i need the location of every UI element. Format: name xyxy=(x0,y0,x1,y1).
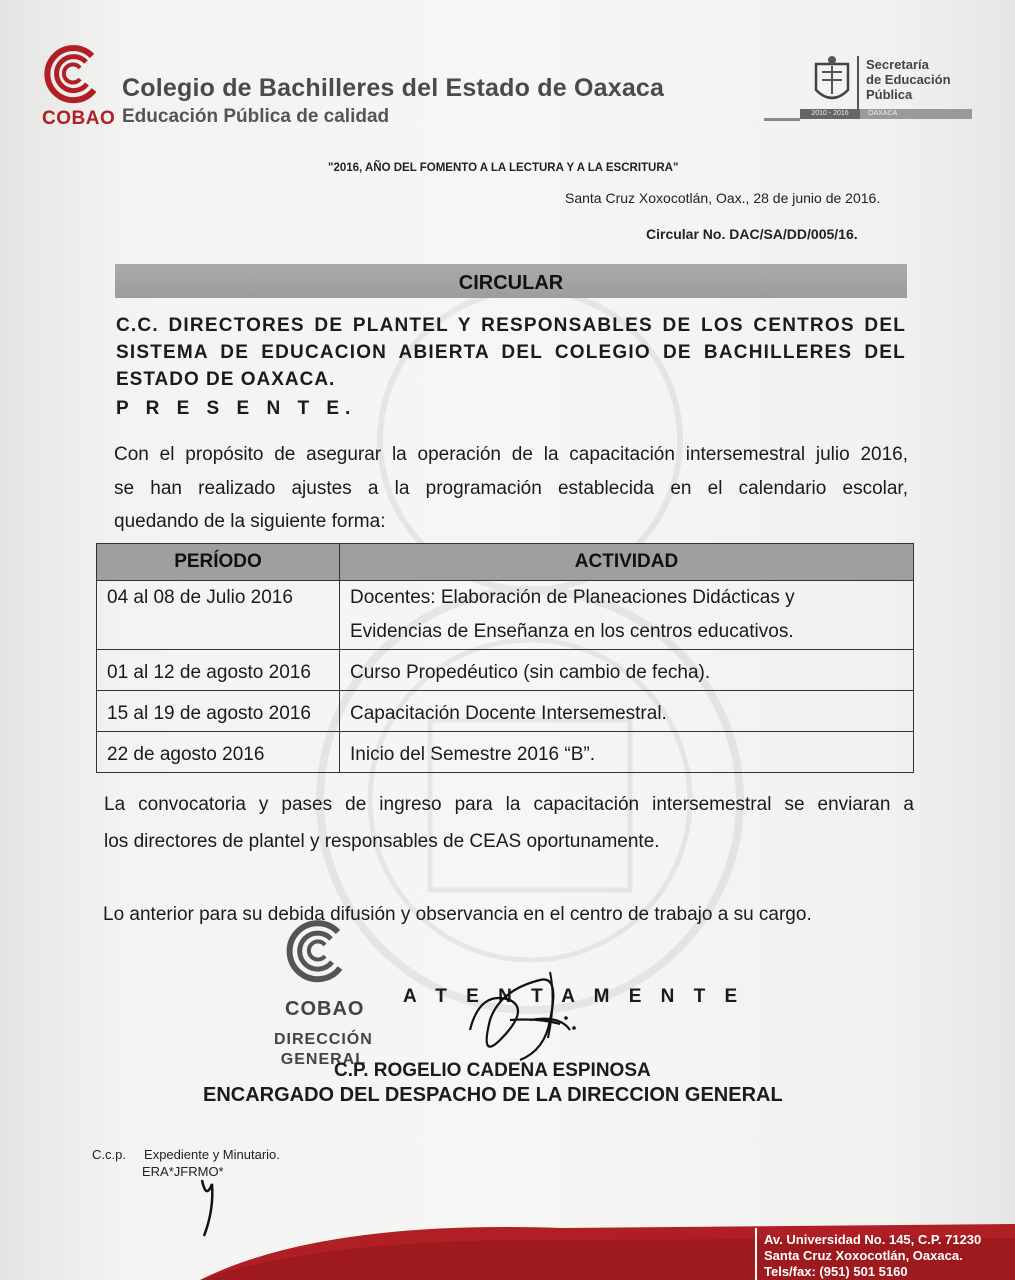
cobao-stamp-icon xyxy=(282,916,352,986)
notice-line: los directores de plantel y responsables de CEAS oportunamente. xyxy=(104,831,660,852)
salutation: A T E N T A M E N T E xyxy=(403,986,745,1007)
table-row xyxy=(97,581,914,650)
handwritten-signature xyxy=(450,960,600,1080)
place-date: Santa Cruz Xoxocotlán, Oax., 28 de junio de 2016. xyxy=(565,190,881,206)
closing-line: Lo anterior para su debida difusión y observancia en el centro de trabajo a su cargo. xyxy=(103,904,812,925)
activity-cell: Curso Propedéutico (sin cambio de fecha). xyxy=(340,650,914,691)
period-cell: 01 al 12 de agosto 2016 xyxy=(97,650,340,691)
period-cell: 15 al 19 de agosto 2016 xyxy=(97,691,340,732)
sep-years: 2010 - 2016 xyxy=(800,109,860,119)
intro-line: quedando de la siguiente forma: xyxy=(114,511,386,532)
activity-cell: Capacitación Docente Intersemestral. xyxy=(340,691,914,732)
org-tagline: Educación Pública de calidad xyxy=(122,106,390,127)
circular-number: Circular No. DAC/SA/DD/005/16. xyxy=(646,226,858,242)
activity-line: Docentes: Elaboración de Planeaciones Didácticas y xyxy=(350,587,795,608)
emblem-divider xyxy=(857,56,859,110)
notice-line: La convocatoria y pases de ingreso para la capacitación intersemestral se enviaran a xyxy=(104,794,914,815)
activity-line: Evidencias de Enseñanza en los centros educativos. xyxy=(350,621,794,642)
sep-line: Secretaría xyxy=(866,57,929,72)
signer-role: ENCARGADO DEL DESPACHO DE LA DIRECCION GENERAL xyxy=(203,1084,783,1106)
activity-cell xyxy=(340,581,914,650)
stamp-org: COBAO xyxy=(285,998,365,1020)
cobao-wordmark: COBAO xyxy=(42,108,116,129)
footer-address xyxy=(764,1232,981,1280)
sep-state: OAXACA xyxy=(868,110,898,117)
schedule-table xyxy=(96,543,914,773)
period-cell: 04 al 08 de Julio 2016 xyxy=(97,581,340,650)
addressee-line: SISTEMA DE EDUCACION ABIERTA DEL COLEGIO DE BACHILLERES DEL xyxy=(116,342,906,363)
column-header-period: PERÍODO xyxy=(97,544,340,581)
copies-block xyxy=(92,1146,280,1180)
addressee-line: C.C. DIRECTORES DE PLANTEL Y RESPONSABLES DE LOS CENTROS DEL xyxy=(116,315,906,336)
year-motto: "2016, AÑO DEL FOMENTO A LA LECTURA Y A LA ESCRITURA" xyxy=(328,162,679,174)
presente-heading: P R E S E N T E. xyxy=(116,398,357,419)
table-row xyxy=(97,650,914,691)
footer-line: Av. Universidad No. 145, C.P. 71230 xyxy=(764,1232,982,1247)
activity-cell: Inicio del Semestre 2016 “B”. xyxy=(340,732,914,773)
ccp-label: C.c.p. xyxy=(92,1147,126,1162)
oaxaca-emblem-icon xyxy=(808,54,856,110)
table-row xyxy=(97,732,914,773)
sep-underline xyxy=(764,118,800,121)
table-header-row xyxy=(97,544,914,581)
footer-line: Tels/fax: (951) 501 5160 xyxy=(764,1264,908,1279)
intro-line: Con el propósito de asegurar la operación de la capacitación intersemestral julio 2016, xyxy=(114,444,908,465)
period-cell: 22 de agosto 2016 xyxy=(97,732,340,773)
cobao-logo-icon xyxy=(40,42,104,106)
sep-line: Pública xyxy=(866,87,913,102)
signer-name: C.P. ROGELIO CADENA ESPINOSA xyxy=(334,1060,651,1081)
document-title: CIRCULAR xyxy=(458,272,564,294)
stamp-line: DIRECCIÓN xyxy=(274,1031,373,1048)
org-name: Colegio de Bachilleres del Estado de Oaxaca xyxy=(122,74,665,102)
footer-line: Santa Cruz Xoxocotlán, Oaxaca. xyxy=(764,1248,963,1263)
addressee-line: ESTADO DE OAXACA. xyxy=(116,369,336,390)
column-header-activity: ACTIVIDAD xyxy=(340,544,914,581)
sep-name xyxy=(866,57,951,102)
stamp-line: GENERAL xyxy=(280,1051,366,1068)
sep-line: de Educación xyxy=(866,72,951,87)
ccp-line: ERA*JFRMO* xyxy=(142,1164,224,1179)
intro-line: se han realizado ajustes a la programación establecida en el calendario escolar, xyxy=(114,478,908,499)
ccp-line: Expediente y Minutario. xyxy=(144,1147,280,1162)
table-row xyxy=(97,691,914,732)
